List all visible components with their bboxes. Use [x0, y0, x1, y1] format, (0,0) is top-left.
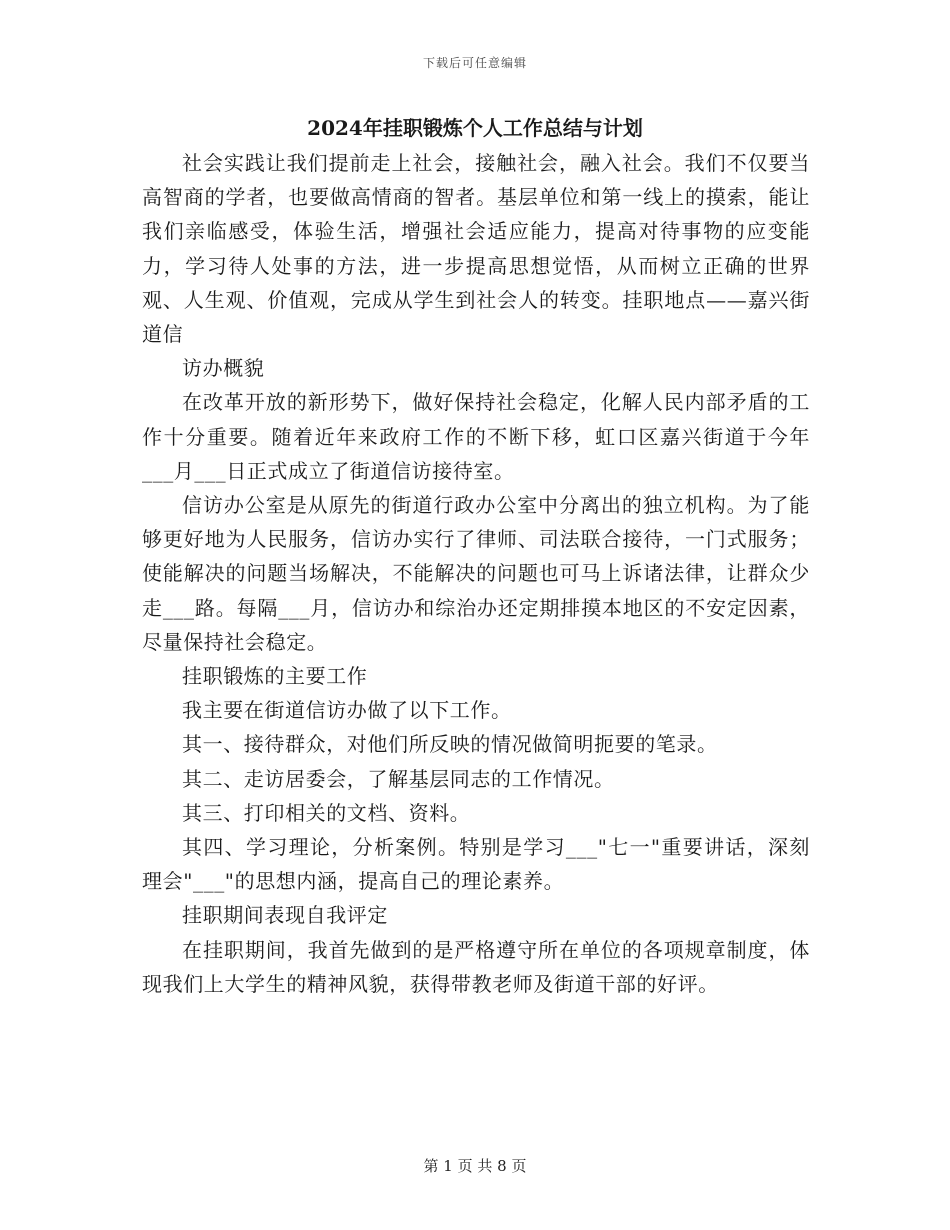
- paragraph-section-self-evaluation: 挂职期间表现自我评定: [182, 903, 388, 928]
- paragraph-work-item-4: 其四、学习理论，分析案例。特别是学习___"七一"重要讲话，深刻理会"___"的思想内涵，提高自己的理论素养。: [142, 835, 810, 894]
- paragraph-work-item-1: 其一、接待群众，对他们所反映的情况做简明扼要的笔录。: [182, 732, 718, 757]
- header-note: 下载后可任意编辑: [422, 56, 527, 70]
- paragraph-work-item-2: 其二、走访居委会，了解基层同志的工作情况。: [182, 766, 615, 791]
- document-body: [142, 146, 810, 1001]
- document-title: 2024年挂职锻炼个人工作总结与计划: [307, 116, 643, 140]
- paragraph-section-main-work: 挂职锻炼的主要工作: [182, 664, 368, 689]
- paragraph-work-item-3: 其三、打印相关的文档、资料。: [182, 800, 471, 825]
- paragraph-office: 信访办公室是从原先的街道行政办公室中分离出的独立机构。为了能够更好地为人民服务，信访办实行了律师、司法联合接待，一门式服务；使能解决的问题当场解决，不能解决的问题也可马上诉诸法律，让群众少走___路。每隔___月，信访办和综治办还定期排摸本地区的不安定因素，尽量保持社会稳定。: [142, 493, 810, 654]
- paragraph-reform: 在改革开放的新形势下，做好保持社会稳定，化解人民内部矛盾的工作十分重要。随着近年来政府工作的不断下移，虹口区嘉兴街道于今年___月___日正式成立了街道信访接待室。: [142, 390, 810, 483]
- paragraph-intro: 社会实践让我们提前走上社会，接触社会，融入社会。我们不仅要当高智商的学者，也要做高情商的智者。基层单位和第一线上的摸索，能让我们亲临感受，体验生活，增强社会适应能力，提高对待事物的应变能力，学习待人处事的方法，进一步提高思想觉悟，从而树立正确的世界观、人生观、价值观，完成从学生到社会人的转变。挂职地点——嘉兴街道信: [142, 151, 810, 347]
- paragraph-self-evaluation: 在挂职期间，我首先做到的是严格遵守所在单位的各项规章制度，体现我们上大学生的精神风貌，获得带教老师及街道干部的好评。: [142, 937, 810, 996]
- paragraph-work-intro: 我主要在街道信访办做了以下工作。: [182, 698, 512, 723]
- paragraph-section-overview: 访办概貌: [182, 356, 265, 381]
- page-number-footer: 第 1 页 共 8 页: [423, 1157, 527, 1175]
